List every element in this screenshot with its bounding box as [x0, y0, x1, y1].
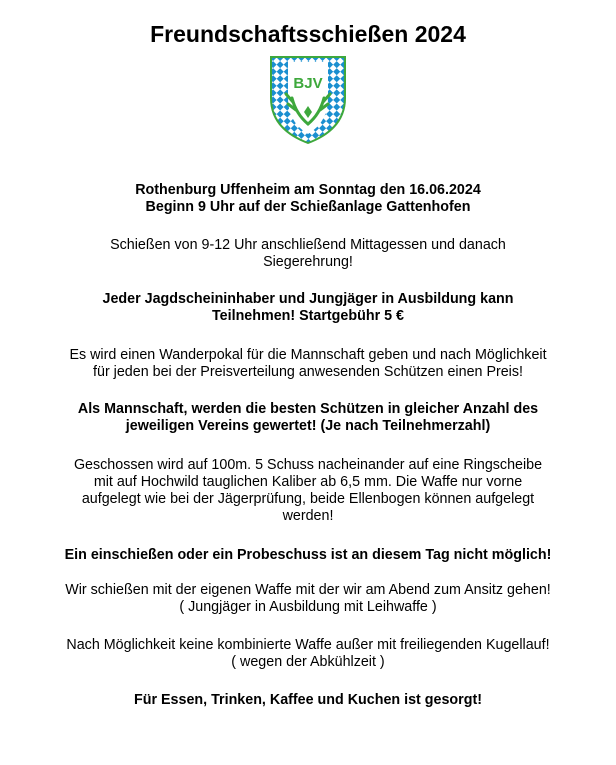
paragraph-line: Ein einschießen oder ein Probeschuss ist an diesem Tag nicht möglich! [64, 547, 552, 563]
paragraph-line: Wir schießen mit der eigenen Waffe mit der wir am Abend zum Ansitz gehen! [65, 582, 551, 598]
paragraph-line: ( wegen der Abkühlzeit ) [231, 654, 385, 670]
logo-text: BJV [293, 75, 323, 92]
page-title: Freundschaftsschießen 2024 [150, 21, 466, 47]
paragraph-2 [30, 237, 586, 271]
paragraph-6 [30, 457, 586, 525]
paragraph-line: jeweiligen Vereins gewertet! (Je nach Teilnehmerzahl) [125, 418, 491, 434]
paragraph-line: für jeden bei der Preisverteilung anwesenden Schützen einen Preis! [93, 364, 523, 380]
paragraph-line: Siegerehrung! [263, 254, 353, 270]
paragraph-line: Teilnehmen! Startgebühr 5 € [212, 308, 404, 324]
paragraph-line: Es wird einen Wanderpokal für die Mannschaft geben und nach Möglichkeit [69, 347, 547, 363]
paragraph-5 [30, 401, 586, 435]
paragraph-line: werden! [282, 508, 334, 524]
paragraph-8 [30, 582, 586, 616]
paragraph-line: Geschossen wird auf 100m. 5 Schuss nacheinander auf eine Ringscheibe [73, 457, 543, 473]
paragraph-line: Als Mannschaft, werden die besten Schützen in gleicher Anzahl des [77, 401, 539, 417]
paragraph-line: Rothenburg Uffenheim am Sonntag den 16.06.2024 [135, 182, 481, 198]
paragraph-4 [30, 347, 586, 381]
paragraph-line: Schießen von 9-12 Uhr anschließend Mittagessen und danach [110, 237, 506, 253]
paragraph-line: aufgelegt wie bei der Jägerprüfung, beide Ellenbogen können aufgelegt [81, 491, 535, 507]
paragraph-line: ( Jungjäger in Ausbildung mit Leihwaffe ) [179, 599, 437, 615]
paragraph-line: mit auf Hochwild tauglichen Kaliber ab 6,5 mm. Die Waffe nur vorne [93, 474, 523, 490]
paragraph-7 [30, 547, 586, 564]
paragraph-3 [30, 291, 586, 325]
paragraph-line: Für Essen, Trinken, Kaffee und Kuchen ist gesorgt! [134, 692, 482, 708]
paragraph-line: Jeder Jagdscheininhaber und Jungjäger in Ausbildung kann [102, 291, 514, 307]
bjv-logo-icon [266, 54, 350, 146]
paragraph-9 [30, 637, 586, 671]
paragraph-line: Nach Möglichkeit keine kombinierte Waffe außer mit freiliegenden Kugellauf! [66, 637, 550, 653]
paragraph-10 [30, 692, 586, 709]
paragraph-line: Beginn 9 Uhr auf der Schießanlage Gattenhofen [145, 199, 471, 215]
paragraph-1 [30, 182, 586, 216]
